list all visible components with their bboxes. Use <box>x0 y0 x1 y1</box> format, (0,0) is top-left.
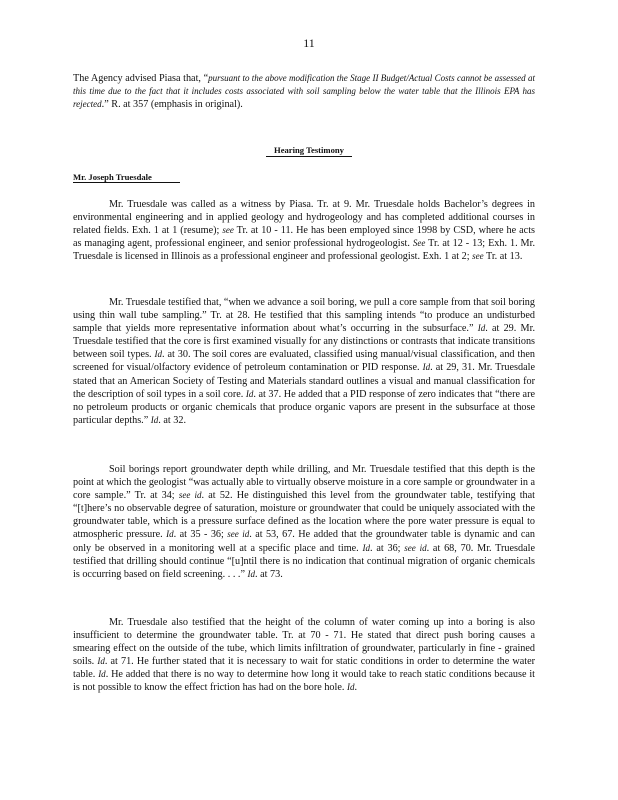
paragraph-groundwater <box>73 463 535 581</box>
text-run: . at 71. He further stated that it is necessary to wait for static conditions in order to determine the water table. <box>73 656 536 681</box>
intro-paragraph <box>73 72 535 111</box>
citation-signal: Id <box>346 682 355 693</box>
text-run: .” R. at 357 (emphasis in original). <box>101 99 243 111</box>
text-run: Tr. at 12 - 13; Exh. 1. Mr. Truesdale is licensed in Illinois as a professional engineer and professional geologist. Exh. 1 at 2; <box>73 238 535 263</box>
text-run: Tr. at 10 - 11. He has been employed since 1998 by CSD, where he acts as managing agent, professional engineer, and senior professional hydrogeologist. <box>73 225 535 250</box>
paragraph-water-table <box>73 616 535 695</box>
text-run: . He added that there is no way to determine how long it would take to reach static conditions because it is not possible to know the effect friction has had on the bore hole. <box>73 669 535 694</box>
citation-signal: Id <box>166 529 174 540</box>
citation-signal: Id <box>245 388 254 399</box>
text-run: . at 73. <box>255 568 283 580</box>
witness-heading-text: Mr. Joseph Truesdale <box>73 172 180 183</box>
text-run: . at 52. He distinguished this level from the groundwater table, testifying that “[t]here’s no observable degree of saturation, moisture or groundwater that could be uniquely associated with the groundwater table, which is a pressure surface defined as the location where the pore water pressure is equal to atmospheric pressure. <box>73 490 536 541</box>
text-run: . <box>354 682 358 694</box>
text-run: . at 68, 70. Mr. Truesdale testified that drilling should continue “[u]ntil there is no indication that continual migration of organic chemicals is occurring based on field screening. . . .” <box>73 542 535 580</box>
citation-signal: see <box>404 542 416 553</box>
citation-signal: Id <box>477 323 486 334</box>
text-run: . at 29. Mr. Truesdale testified that the core is first examined visually for any distinctions or contrasts that indicate transitions between soil types. <box>73 323 535 361</box>
text-run: Mr. Truesdale testified that, “when we advance a soil boring, we pull a core sample from that soil boring using thin wall tube sampling.” Tr. at 28. He testified that this sampling intends “to produce an undisturbed sample that yields more representative information about what’s occurring in the subsurface.” <box>73 297 535 335</box>
text-run: Mr. Truesdale also testified that the height of the column of water coming up into a boring is also insufficient to determine the groundwater table. Tr. at 70 - 71. He stated that direct push boring causes a smearing effect on the outside of the tube, which limits infiltration of groundwater, particularly in fine - grained soils. <box>73 617 535 668</box>
section-heading <box>0 145 618 155</box>
citation-signal: see <box>222 225 234 236</box>
citation-signal: Id <box>362 542 370 553</box>
citation-signal: Id <box>247 568 256 579</box>
text-run: Tr. at 13. <box>483 251 523 263</box>
text-run: Soil borings report groundwater depth while drilling, and Mr. Truesdale testified that this depth is the point at which the geologist “was actually able to virtually observe moisture in a core sample or groundwater in a core sample.” Tr. at 34; <box>73 464 535 502</box>
citation-signal: Id <box>97 656 105 667</box>
citation-signal: See <box>412 238 426 249</box>
text-run: . at 36; <box>369 542 405 554</box>
text-run: . at 30. The soil cores are evaluated, classified using manual/visual classification, and then screened for visual/olfactory evidence of petroleum contamination or PID response. <box>73 349 535 374</box>
text-run: . at 53, 67. He added that the groundwater table is dynamic and can only be observed in a monitoring well at a specific place and time. <box>73 529 536 554</box>
text-run: Mr. Truesdale was called as a witness by Piasa. Tr. at 9. Mr. Truesdale holds Bachelor’s degrees in environmental engineering and in applied geology and hydrogeology and has completed additional courses in related fields. Exh. 1 at 1 (resume); <box>73 199 535 237</box>
citation-signal: Id <box>154 349 163 360</box>
citation-signal: see <box>178 490 191 501</box>
citation-signal: id <box>194 490 202 501</box>
paragraph-credentials <box>73 198 535 263</box>
text-run: . at 32. <box>158 414 187 426</box>
citation-signal: Id <box>422 362 431 373</box>
text-run: . at 29, 31. Mr. Truesdale stated that an American Society of Testing and Materials standard outlines a visual and manual classification for the description of soil types in a soil core. <box>73 362 535 400</box>
page-number: 11 <box>303 36 315 50</box>
text-run: . at 37. He added that a PID response of zero indicates that “there are no petroleum products or organic chemicals that produce organic vapors are present in the subsurface at those particular depths.” <box>73 388 535 426</box>
citation-signal: Id <box>150 414 159 425</box>
citation-signal: see <box>227 529 239 540</box>
citation-signal: see <box>472 251 484 262</box>
citation-signal: id <box>242 529 250 540</box>
witness-heading <box>73 172 180 182</box>
text-run: The Agency advised Piasa that, “ <box>73 73 209 84</box>
quoted-text: pursuant to the above modification the Stage II Budget/Actual Costs cannot be assessed at this time due to the fact that it includes costs associated with soil sampling below the water table that the Illinois EPA has rejected <box>73 73 535 110</box>
text-run: . at 35 - 36; <box>173 529 228 541</box>
citation-signal: Id <box>98 669 106 680</box>
section-heading-text: Hearing Testimony <box>266 145 352 157</box>
paragraph-sampling <box>73 296 535 427</box>
citation-signal: id <box>419 542 427 553</box>
